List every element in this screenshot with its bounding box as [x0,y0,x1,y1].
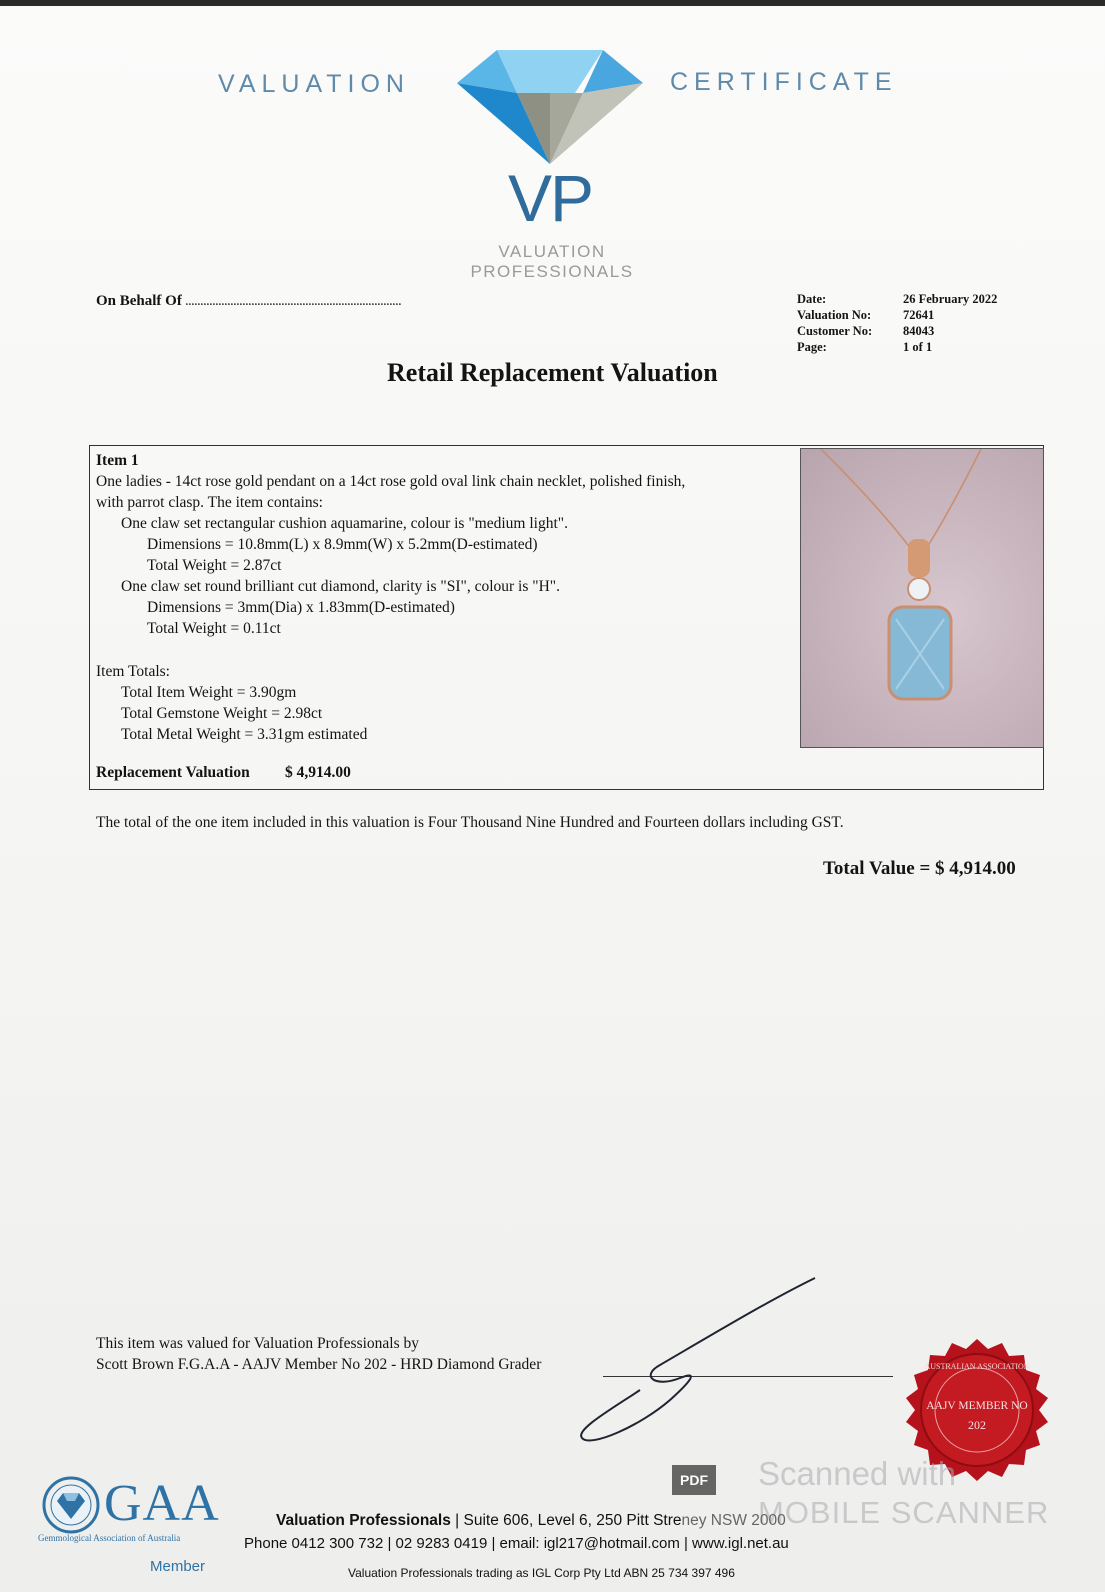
customer-no-value: 84043 [903,324,935,338]
diamond-logo-icon [455,48,645,166]
item-heading: Item 1 [96,452,139,469]
item-desc-line1: One ladies - 14ct rose gold pendant on a 14ct rose gold oval link chain necklet, polished finish, [96,473,686,490]
item-desc-line2: with parrot clasp. The item contains: [96,494,323,511]
footer-address-line [276,1512,786,1530]
on-behalf-label-text: On Behalf Of [96,293,182,309]
on-behalf-of-label [96,293,402,310]
seal-line2: 202 [968,1418,986,1432]
top-border [0,0,1105,6]
page-label: Page: [797,340,827,354]
date-label: Date: [797,292,827,306]
document-title: Retail Replacement Valuation [387,358,718,387]
pdf-badge: PDF [672,1465,716,1495]
page-value: 1 of 1 [903,340,933,354]
seal-arc-text: AUSTRALIAN ASSOCIATION [924,1362,1030,1371]
stone1-desc: One claw set rectangular cushion aquamarine, colour is "medium light". [121,515,568,532]
header-certificate-word: CERTIFICATE [670,68,898,96]
valuer-line1: This item was valued for Valuation Professionals by [96,1335,420,1352]
summary-text: The total of the one item included in this valuation is Four Thousand Nine Hundred and Fourteen dollars including GST. [96,814,844,831]
footer-address: | Suite 606, Level 6, 250 Pitt Stre [450,1512,682,1529]
watermark-line2: MOBILE SCANNER [758,1495,1050,1530]
gaa-subtitle: Gemmological Association of Australia [38,1533,181,1543]
stone1-dimensions: Dimensions = 10.8mm(L) x 8.9mm(W) x 5.2mm(D-estimated) [147,536,538,553]
valuation-no-value: 72641 [903,308,935,322]
header-valuation-word: VALUATION [218,70,410,98]
footer-address-tail: ney NSW 2000 [681,1512,786,1529]
replacement-valuation-value: $ 4,914.00 [285,764,351,781]
on-behalf-dots: ........................................................................ [185,297,402,308]
footer-legal: Valuation Professionals trading as IGL Corp Pty Ltd ABN 25 734 397 496 [348,1566,735,1580]
total-value: Total Value = $ 4,914.00 [823,858,1016,879]
total-gemstone-weight: Total Gemstone Weight = 2.98ct [121,705,323,722]
replacement-valuation-label: Replacement Valuation [96,764,250,781]
total-item-weight: Total Item Weight = 3.90gm [121,684,297,701]
footer-company: Valuation Professionals [276,1512,451,1529]
gaa-member: Member [150,1558,206,1575]
date-value: 26 February 2022 [903,292,998,306]
footer-contact: Phone 0412 300 732 | 02 9283 0419 | email: igl217@hotmail.com | www.igl.net.au [244,1535,789,1552]
watermark-line1: Scanned with [758,1455,957,1492]
seal-line1: AAJV MEMBER NO [926,1400,1028,1412]
pendant-image-icon [801,449,1044,748]
signature-icon [570,1270,830,1450]
stone2-desc: One claw set round brilliant cut diamond, clarity is "SI", colour is "H". [121,578,560,595]
gaa-letters: GAA [104,1475,220,1532]
gaa-diamond-icon [41,1475,101,1535]
logo-sub-valuation: VALUATION [498,242,606,261]
item-totals-heading: Item Totals: [96,663,170,680]
valuation-no-label: Valuation No: [797,308,872,322]
stone2-weight: Total Weight = 0.11ct [147,620,281,637]
stone1-weight: Total Weight = 2.87ct [147,557,282,574]
vp-logo-letters: VP [508,161,593,235]
total-metal-weight: Total Metal Weight = 3.31gm estimated [121,726,368,743]
pendant-photo [800,448,1044,748]
stone2-dimensions: Dimensions = 3mm(Dia) x 1.83mm(D-estimated) [147,599,455,616]
customer-no-label: Customer No: [797,324,873,338]
logo-sub-professionals: PROFESSIONALS [470,262,634,281]
valuer-line2: Scott Brown F.G.A.A - AAJV Member No 202 - HRD Diamond Grader [96,1356,542,1373]
